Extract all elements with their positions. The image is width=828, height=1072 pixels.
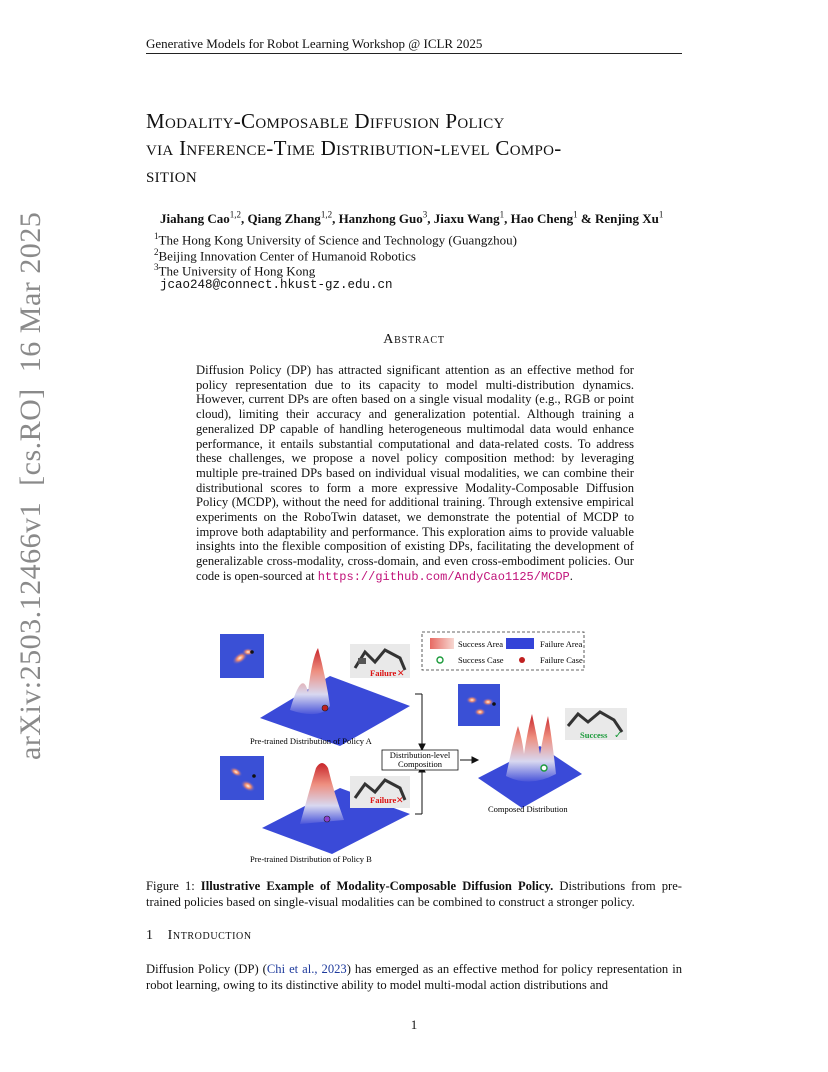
affiliation: $^2$Beijing Innovation Center of Humanoid Robotics (154, 247, 416, 264)
legend-failure-case: Failure Case (540, 655, 583, 665)
x-icon: ✕ (397, 668, 405, 678)
composition-label: Composition (398, 759, 442, 769)
legend (422, 632, 584, 670)
heatmap-composed (458, 684, 500, 726)
legend-success-case: Success Case (458, 655, 504, 665)
failure-case-marker (519, 657, 525, 663)
title-line: via Inference-Time Distribution-level Compo- (146, 136, 562, 160)
author: Hanzhong Guo$^3$, (338, 210, 434, 227)
legend-failure-area: Failure Area (540, 639, 583, 649)
author: Jiahang Cao$^{1,2}$, (160, 210, 248, 227)
abstract-body: Diffusion Policy (DP) has attracted significant attention as an effective method for policy representation due to its capacity to model multi-distribution dynamics. However, current DPs are often based on a single visual modality (e.g., RGB or point cloud), limiting their accuracy and generalization potential. Although training a generalized DP capable of handling heterogeneous multimodal data would enhance performance, it entails substantial computational and data-related costs. To address these challenges, we propose a novel policy composition method: by leveraging multiple pre-trained DPs based on individual visual modalities, we can combine their distributional scores to form a more expressive Modality-Composable Diffusion Policy (MCDP), without the need for additional training. Through extensive empirical experiments on the RoboTwin dataset, we demonstrate the potential of MCDP to improve both adaptability and performance. This exploration aims to provide valuable insights into the flexible composition of existing DPs, facilitating the development of generalizable cross-modality, cross-domain, and even cross-embodiment policies. Our code is open-sourced at https://github.com/AndyCao1125/MCDP. (196, 363, 634, 584)
label-policy-b: Pre-trained Distribution of Policy B (250, 854, 372, 864)
robot-image-a (350, 644, 410, 678)
check-icon: ✓ (614, 730, 623, 741)
figure-1 (210, 628, 623, 868)
robot-image-b (350, 776, 410, 808)
composition-label: Distribution-level (389, 750, 451, 760)
heatmap-b (220, 756, 264, 800)
x-icon: ✕ (396, 795, 404, 805)
author: Hao Cheng$^1$ & (510, 210, 595, 227)
page-number: 1 (410, 1017, 418, 1032)
failure-area-swatch (506, 638, 534, 649)
affiliation: $^1$The Hong Kong University of Science and Technology (Guangzhou) (154, 231, 517, 248)
arxiv-stamp: arXiv:2503.12466v1 [cs.RO] 16 Mar 2025 (14, 211, 47, 760)
robot-image-success (565, 708, 627, 741)
heatmap-a (220, 634, 264, 678)
label-composed: Composed Distribution (488, 804, 568, 814)
email-address[interactable]: jcao248@connect.hkust-gz.edu.cn (160, 278, 393, 292)
intro-paragraph: Diffusion Policy (DP) (Chi et al., 2023) has emerged as an effective method for policy representation in robot learning, owing to its distinctive ability to model multi-modal action distributions and (146, 962, 682, 992)
code-link[interactable]: https://github.com/AndyCao1125/MCDP (317, 569, 570, 584)
failure-label: Failure (370, 795, 397, 805)
success-label: Success (580, 730, 608, 740)
paper-title (146, 108, 706, 189)
abstract-heading: Abstract (383, 332, 445, 347)
success-case-marker (437, 657, 443, 663)
title-line: sition (146, 163, 197, 187)
title-line: Modality-Composable Diffusion Policy (146, 109, 505, 133)
author-list (160, 210, 663, 227)
author: Jiaxu Wang$^1$, (433, 210, 511, 227)
affiliation: $^3$The University of Hong Kong (154, 262, 316, 279)
author: Qiang Zhang$^{1,2}$, (247, 210, 339, 227)
success-area-swatch (430, 638, 454, 649)
figure-caption: Figure 1: Illustrative Example of Modality-Composable Diffusion Policy. Distributions from pre-trained policies based on single-visual modalities can be combined to construct a stronger policy. (146, 879, 682, 909)
author: Renjing Xu$^1$ (594, 210, 664, 227)
failure-label: Failure (370, 668, 397, 678)
running-header: Generative Models for Robot Learning Workshop @ ICLR 2025 (146, 36, 483, 51)
section-heading: 1 Introduction (146, 928, 252, 943)
header-rule (146, 53, 682, 54)
label-policy-a: Pre-trained Distribution of Policy A (250, 736, 372, 746)
legend-success-area: Success Area (458, 639, 504, 649)
citation-link[interactable]: Chi et al., 2023 (266, 962, 347, 976)
